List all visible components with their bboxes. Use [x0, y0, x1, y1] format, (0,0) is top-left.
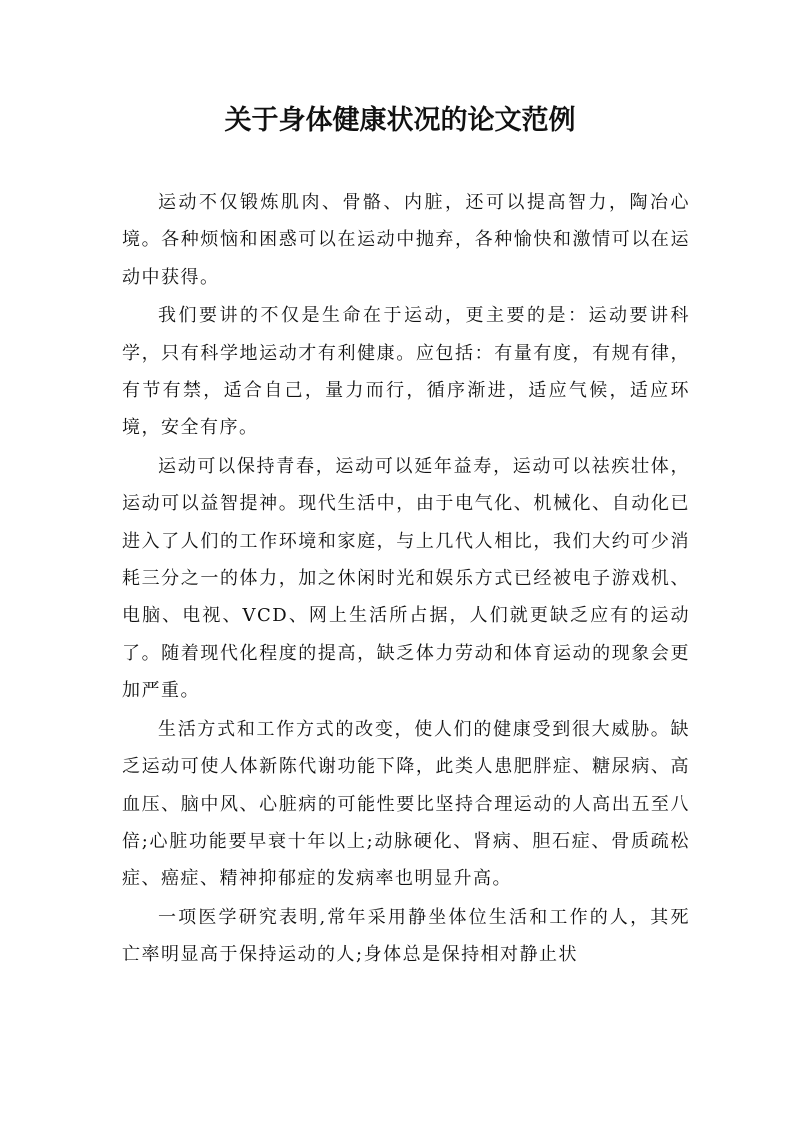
paragraph-3: 运动可以保持青春，运动可以延年益寿，运动可以祛疾壮体，运动可以益智提神。现代生活中，由于电气化、机械化、自动化已进入了人们的工作环境和家庭，与上几代人相比，我们大约可少消耗三分之一的体力，加之休闲时光和娱乐方式已经被电子游戏机、电脑、电视、VCD、网上生活所占据，人们就更缺乏应有的运动了。随着现代化程度的提高，缺乏体力劳动和体育运动的现象会更加严重。: [122, 455, 690, 702]
paragraph-2: 我们要讲的不仅是生命在于运动，更主要的是：运动要讲科学，只有科学地运动才有利健康。应包括：有量有度，有规有律，有节有禁，适合自己，量力而行，循序渐进，适应气候，适应环境，安全有序。: [122, 305, 690, 439]
paragraph-4: 生活方式和工作方式的改变，使人们的健康受到很大威胁。缺乏运动可使人体新陈代谢功能下降，此类人患肥胖症、糖尿病、高血压、脑中风、心脏病的可能性要比坚持合理运动的人高出五至八倍;心脏功能要早衰十年以上;动脉硬化、肾病、胆石症、骨质疏松症、癌症、精神抑郁症的发病率也明显升高。: [122, 718, 690, 890]
document-title: 关于身体健康状况的论文范例: [224, 105, 576, 136]
paragraph-1: 运动不仅锻炼肌肉、骨骼、内脏，还可以提高智力，陶冶心境。各种烦恼和困惑可以在运动中抛弃，各种愉快和激情可以在运动中获得。: [122, 192, 690, 288]
document-body: [122, 184, 690, 975]
paragraph-5: 一项医学研究表明,常年采用静坐体位生活和工作的人，其死亡率明显高于保持运动的人;身体总是保持相对静止状: [122, 906, 690, 966]
